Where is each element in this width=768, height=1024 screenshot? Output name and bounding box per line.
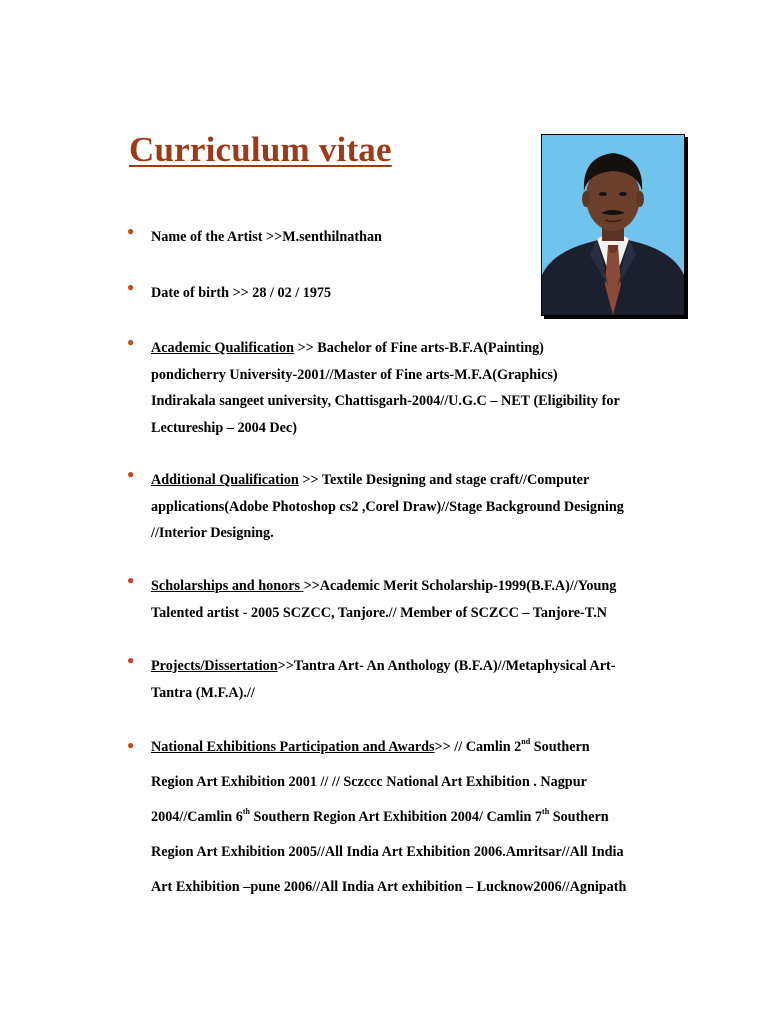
ordinal-suffix: th (242, 807, 250, 816)
bullet-icon: ● (127, 224, 135, 238)
item-line: Region Art Exhibition 2005//All India Art Exhibition 2006.Amritsar//All India (151, 844, 624, 860)
bullet-icon: ● (127, 280, 135, 294)
item-text: 2004//Camlin 6 (151, 809, 243, 825)
item-line: Art Exhibition –pune 2006//All India Art exhibition – Lucknow2006//Agnipath (151, 879, 627, 895)
national-exhibitions-label: National Exhibitions Participation and Awards (151, 739, 435, 755)
list-item (127, 730, 671, 905)
bullet-icon: ● (127, 738, 135, 752)
date-of-birth-line: Date of birth >> 28 / 02 / 1975 (151, 285, 332, 301)
artist-name-line: Name of the Artist >>M.senthilnathan (151, 229, 382, 245)
item-line: Tantra (M.F.A).// (151, 684, 255, 701)
list-item (127, 653, 671, 706)
bullet-icon: ● (127, 335, 135, 349)
item-text: >>Tantra Art- An Anthology (B.F.A)//Metaphysical Art- (277, 658, 616, 674)
ordinal-suffix: nd (521, 737, 531, 746)
item-first-line (151, 573, 671, 600)
item-line: applications(Adobe Photoshop cs2 ,Corel Draw)//Stage Background Designing (151, 498, 624, 515)
item-first-line (151, 730, 671, 765)
list-item (127, 280, 671, 307)
bullet-icon: ● (127, 653, 135, 667)
item-line: //Interior Designing. (151, 525, 274, 541)
item-line (151, 800, 671, 835)
item-text: >> Textile Designing and stage craft//Computer (298, 472, 590, 488)
cv-title: Curriculum vitae (129, 130, 392, 169)
item-line: Talented artist - 2005 SCZCC, Tanjore.// Member of SCZCC – Tanjore-T.N (151, 604, 607, 621)
list-item (127, 573, 671, 626)
item-text: >>Academic Merit Scholarship-1999(B.F.A)//Young (303, 578, 617, 594)
item-line: pondicherry University-2001//Master of Fine arts-M.F.A(Graphics) (151, 366, 558, 383)
bullet-icon: ● (127, 467, 135, 481)
bullet-icon: ● (127, 573, 135, 587)
item-line: Region Art Exhibition 2001 // // Sczccc National Art Exhibition . Nagpur (151, 774, 587, 790)
item-text: Southern (530, 739, 590, 755)
list-item (127, 467, 671, 547)
academic-qualification-label: Academic Qualification (151, 340, 295, 356)
item-first-line (151, 335, 671, 362)
list-item (127, 335, 671, 441)
item-first-line (151, 467, 671, 494)
item-first-line (151, 653, 671, 680)
list-item (127, 224, 671, 251)
projects-dissertation-label: Projects/Dissertation (151, 658, 278, 674)
item-text: Southern (549, 809, 609, 825)
item-text: Southern Region Art Exhibition 2004/ Camlin 7 (249, 809, 543, 825)
additional-qualification-label: Additional Qualification (151, 472, 299, 488)
item-text: >> // Camlin 2 (434, 739, 522, 755)
scholarships-honors-label: Scholarships and honors (151, 578, 304, 594)
item-text: >> Bachelor of Fine arts-B.F.A(Painting) (294, 340, 544, 356)
ordinal-suffix: th (542, 807, 550, 816)
item-line: Lectureship – 2004 Dec) (151, 419, 297, 436)
item-line: Indirakala sangeet university, Chattisgarh-2004//U.G.C – NET (Eligibility for (151, 393, 620, 409)
